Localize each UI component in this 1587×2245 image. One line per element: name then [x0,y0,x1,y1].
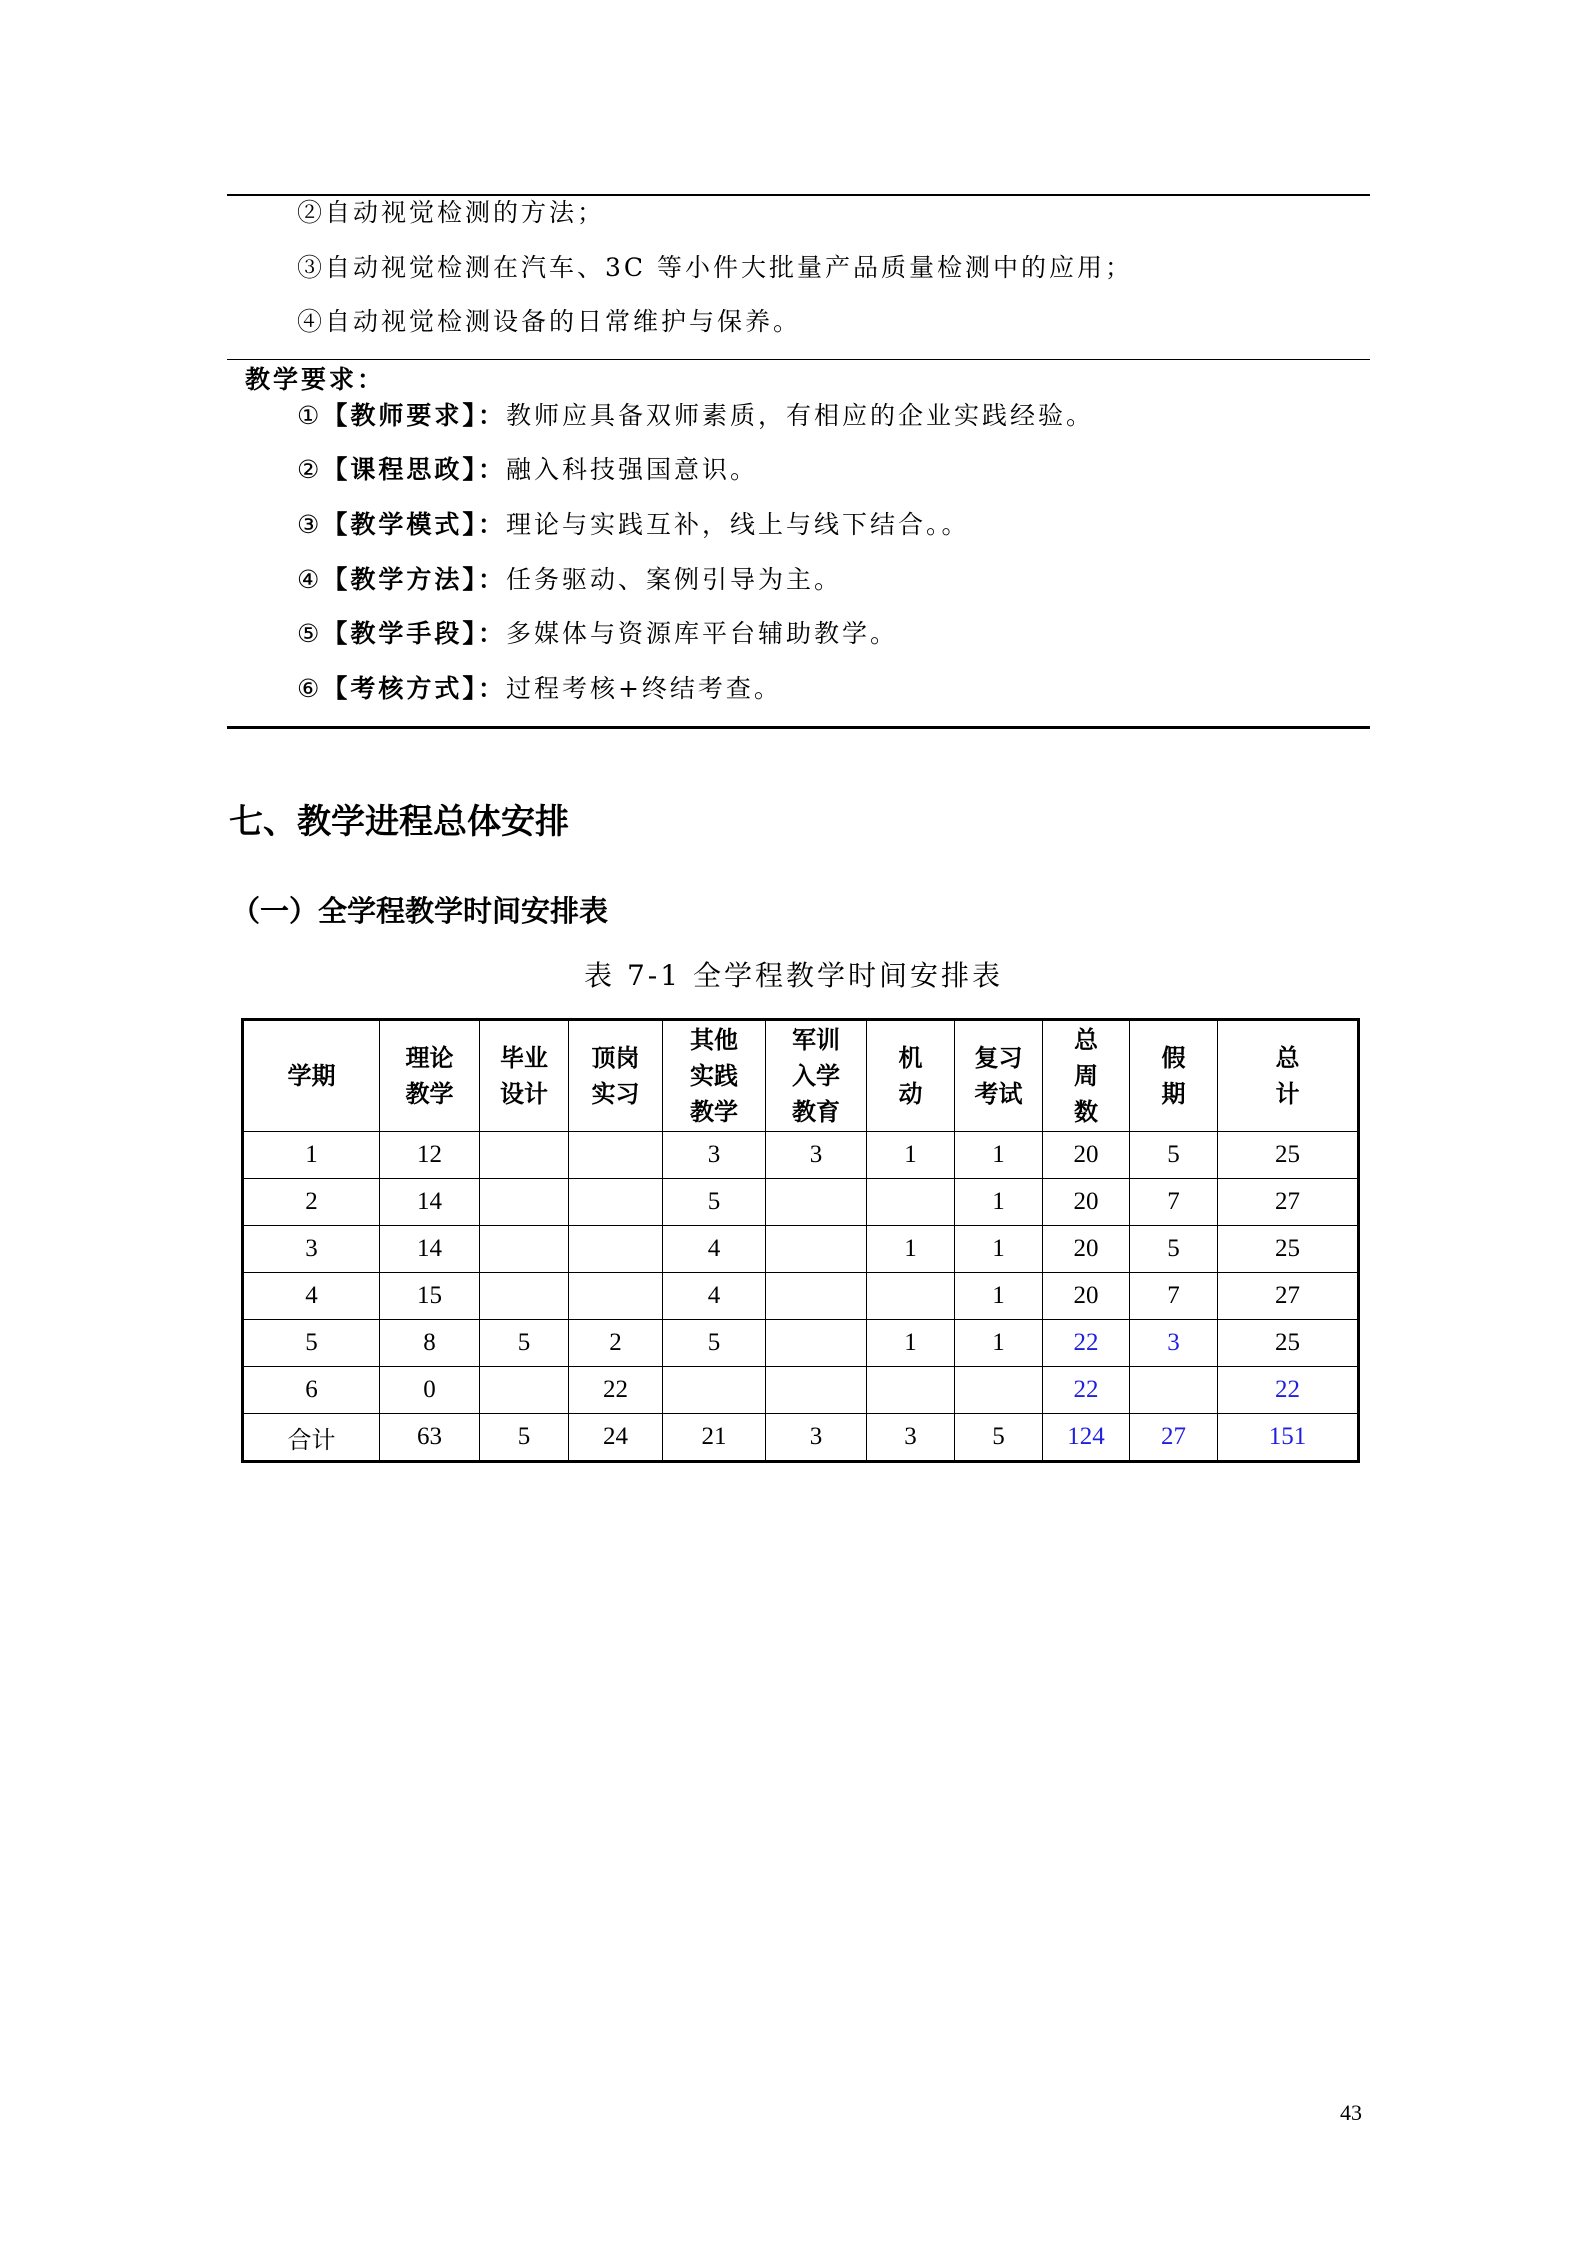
requirement-label: 【教学手段】 [322,619,478,648]
content-item-2: ②自动视觉检测的方法； [297,198,606,227]
table-cell [480,1179,569,1226]
table-cell: 5 [663,1179,766,1226]
requirement-item [297,508,969,542]
requirement-sep: ： [477,565,506,594]
table-cell: 3 [663,1132,766,1179]
requirement-item [297,563,842,597]
table-cell: 25 [1218,1132,1359,1179]
table-cell [867,1273,955,1320]
table-cell-highlight: 151 [1218,1414,1359,1462]
table-cell-highlight: 27 [1130,1414,1218,1462]
requirement-text: 多媒体与资源库平台辅助教学。 [505,619,898,648]
requirement-text: 理论与实践互补，线上与线下结合。。 [505,510,970,539]
requirement-item [297,617,898,651]
table-caption: 表 7-1 全学程教学时间安排表 [584,959,1003,992]
table-cell: 20 [1043,1179,1130,1226]
table-cell: 15 [380,1273,480,1320]
table-cell: 3 [867,1414,955,1462]
table-cell: 2 [243,1179,380,1226]
subsection-title: （一）全学程教学时间安排表 [231,894,609,928]
table-cell: 63 [380,1414,480,1462]
table-cell-highlight: 22 [1043,1320,1130,1367]
requirement-sep: ： [477,455,506,484]
header-theory: 理论 教学 [380,1020,480,1132]
table-header-row [243,1020,1359,1132]
table-cell [663,1367,766,1414]
table-cell [766,1367,867,1414]
mid-rule [227,359,1370,360]
table-cell: 25 [1218,1226,1359,1273]
table-cell [480,1367,569,1414]
table-cell: 14 [380,1179,480,1226]
table-cell [766,1320,867,1367]
table-cell: 1 [867,1132,955,1179]
header-total-weeks: 总 周 数 [1043,1020,1130,1132]
requirement-item [297,453,758,487]
table-cell: 7 [1130,1273,1218,1320]
requirement-text: 融入科技强国意识。 [505,455,758,484]
requirement-item [297,399,1094,433]
content-item-3: ③自动视觉检测在汽车、3C 等小件大批量产品质量检测中的应用； [297,253,1133,282]
requirement-label: 【课程思政】 [322,455,478,484]
header-thesis: 毕业 设计 [480,1020,569,1132]
table-cell: 0 [380,1367,480,1414]
table-cell [867,1179,955,1226]
table-cell: 4 [663,1226,766,1273]
table-total-row [243,1414,1359,1462]
table-cell: 3 [243,1226,380,1273]
table-cell: 24 [569,1414,663,1462]
header-semester: 学期 [243,1020,380,1132]
requirement-sep: ： [477,510,506,539]
table-cell: 1 [955,1179,1043,1226]
requirement-sep: ： [477,674,506,703]
table-cell [569,1179,663,1226]
table-cell: 5 [663,1320,766,1367]
table-cell: 1 [955,1226,1043,1273]
requirement-label: 【考核方式】 [322,674,478,703]
header-flexible: 机 动 [867,1020,955,1132]
requirement-num: ③ [297,510,323,539]
requirement-text: 教师应具备双师素质，有相应的企业实践经验。 [505,401,1094,430]
table-cell: 22 [569,1367,663,1414]
table-cell: 5 [955,1414,1043,1462]
header-grand-total: 总 计 [1218,1020,1359,1132]
requirement-item [297,672,782,706]
table-cell [766,1273,867,1320]
table-cell: 4 [243,1273,380,1320]
requirement-num: ④ [297,565,323,594]
table-cell [569,1273,663,1320]
requirement-label: 【教学方法】 [322,565,478,594]
table-cell: 5 [480,1320,569,1367]
table-cell [766,1226,867,1273]
table-cell-highlight: 3 [1130,1320,1218,1367]
table-cell: 5 [480,1414,569,1462]
table-cell: 1 [955,1320,1043,1367]
table-cell: 21 [663,1414,766,1462]
requirement-num: ⑥ [297,674,323,703]
table-cell: 12 [380,1132,480,1179]
table-cell [766,1179,867,1226]
header-holiday: 假 期 [1130,1020,1218,1132]
table-cell: 7 [1130,1179,1218,1226]
requirement-num: ① [297,401,323,430]
table-cell-highlight: 22 [1218,1367,1359,1414]
header-review-exam: 复习 考试 [955,1020,1043,1132]
table-row [243,1132,1359,1179]
content-item-4: ④自动视觉检测设备的日常维护与保养。 [297,307,802,336]
header-internship: 顶岗 实习 [569,1020,663,1132]
table-cell: 3 [766,1132,867,1179]
table-row [243,1226,1359,1273]
table-cell-highlight: 124 [1043,1414,1130,1462]
table-row [243,1320,1359,1367]
table-cell [480,1273,569,1320]
table-cell: 5 [1130,1226,1218,1273]
schedule-table [241,1018,1360,1463]
table-cell: 20 [1043,1132,1130,1179]
requirement-sep: ： [477,401,506,430]
header-military: 军训 入学 教育 [766,1020,867,1132]
table-cell: 4 [663,1273,766,1320]
table-cell [569,1226,663,1273]
table-row [243,1367,1359,1414]
table-cell [480,1226,569,1273]
table-cell: 20 [1043,1273,1130,1320]
table-cell-highlight: 22 [1043,1367,1130,1414]
table-cell: 5 [243,1320,380,1367]
table-cell: 14 [380,1226,480,1273]
requirement-label: 【教师要求】 [322,401,478,430]
table-cell: 1 [867,1226,955,1273]
table-cell: 3 [766,1414,867,1462]
header-other-practice: 其他 实践 教学 [663,1020,766,1132]
table-cell: 5 [1130,1132,1218,1179]
table-row [243,1273,1359,1320]
requirement-text: 过程考核+终结考查。 [505,674,782,703]
section-title: 七、教学进程总体安排 [229,802,569,842]
table-cell [955,1367,1043,1414]
table-cell: 2 [569,1320,663,1367]
table-cell: 1 [867,1320,955,1367]
table-cell [1130,1367,1218,1414]
requirement-label: 【教学模式】 [322,510,478,539]
table-row [243,1179,1359,1226]
requirements-title: 教学要求： [245,365,386,394]
table-cell [867,1367,955,1414]
table-cell: 1 [955,1273,1043,1320]
table-cell: 1 [955,1132,1043,1179]
requirement-text: 任务驱动、案例引导为主。 [505,565,842,594]
page-number: 43 [1340,2100,1362,2125]
table-cell: 27 [1218,1273,1359,1320]
table-cell: 20 [1043,1226,1130,1273]
table-cell: 8 [380,1320,480,1367]
requirement-num: ② [297,455,323,484]
table-cell: 6 [243,1367,380,1414]
table-cell: 25 [1218,1320,1359,1367]
requirement-sep: ： [477,619,506,648]
table-cell: 合计 [243,1414,380,1462]
bottom-rule [227,726,1370,729]
table-cell [569,1132,663,1179]
table-cell: 1 [243,1132,380,1179]
table-cell: 27 [1218,1179,1359,1226]
table-cell [480,1132,569,1179]
requirement-num: ⑤ [297,619,323,648]
